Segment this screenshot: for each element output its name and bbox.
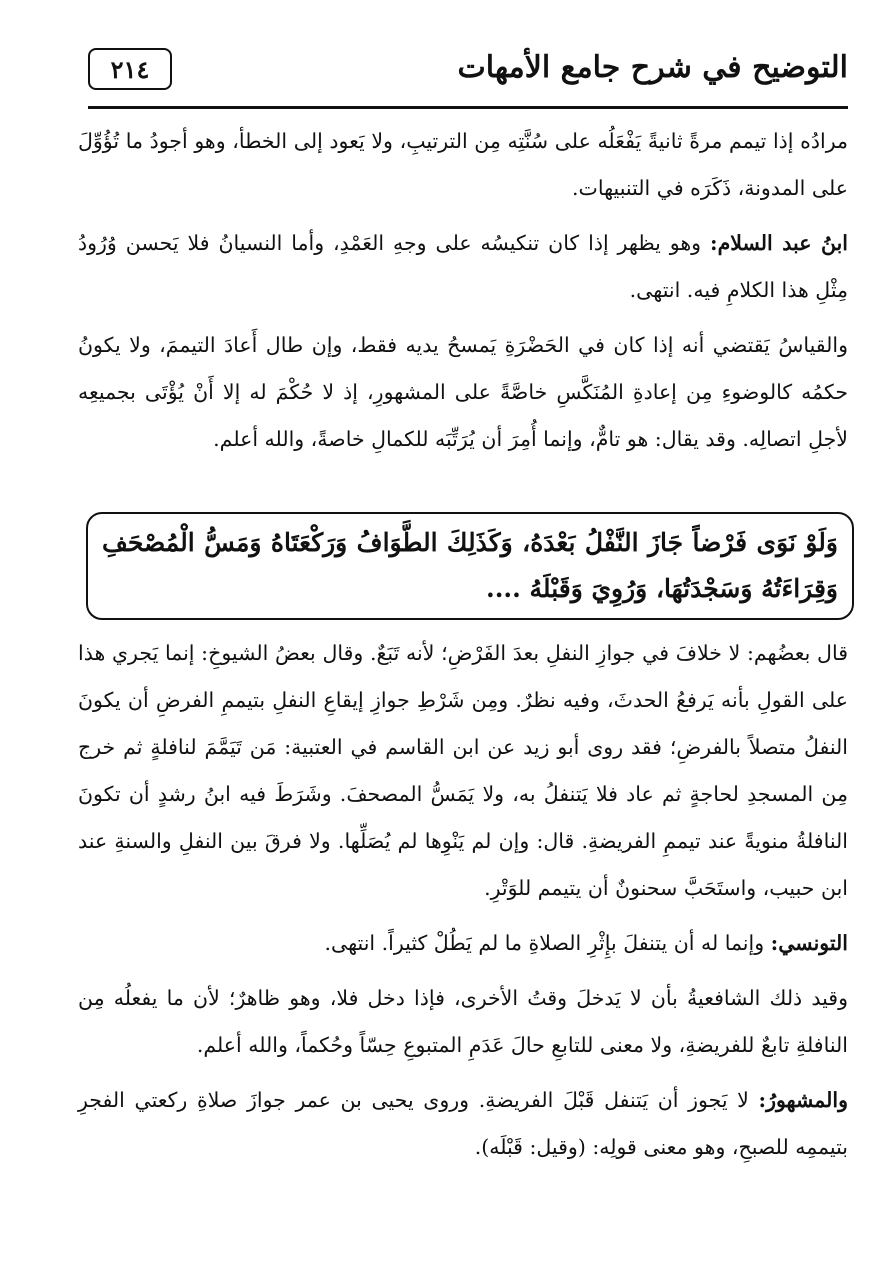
paragraph-text: مرادُه إذا تيمم مرةً ثانيةً يَفْعَلُه على سُنَّتِه مِن الترتيبِ، ولا يَعود إلى الخطأ، وهو أجودُ ما تُؤُوِّلَ على المدونة، ذَكَرَه في التنبيهات.	[78, 129, 848, 200]
quoted-scholar: التونسي:	[770, 931, 848, 955]
paragraph-4	[78, 630, 848, 912]
page-header	[88, 48, 848, 109]
paragraph-3	[78, 322, 848, 463]
paragraph-text: قال بعضُهم: لا خلافَ في جوازِ النفلِ بعدَ الفَرْضِ؛ لأنه تَبَعٌ. وقال بعضُ الشيوخِ: إنما يَجري هذا على القولِ بأنه يَرفعُ الحدثَ، وفيه نظرٌ. ومِن شَرْطِ جوازِ إيقاعِ النفلِ بتيممِ الفرضِ أن يكونَ النفلُ متصلاً بالفرضِ؛ فقد روى أبو زيد عن ابن القاسم في العتبية: مَن تَيَمَّمَ لنافلةٍ ثم خرج مِن المسجدِ لحاجةٍ ثم عاد فلا يَتنفلُ به، ولا يَمَسُّ المصحفَ. وشَرَطَ فيه ابنُ رشدٍ أن تكونَ النافلةُ منويةً عند تيممِ الفريضةِ. قال: وإن لم يَنْوِها لم يُصَلِّها. ولا فرقَ بين النفلِ والسنةِ عند ابن حبيب، واستَحَبَّ سحنونٌ أن يتيمم للوَتْرِ.	[78, 641, 848, 900]
paragraph-6	[78, 975, 848, 1069]
page-number: ٢١٤	[88, 48, 172, 90]
matn-box	[86, 512, 854, 620]
paragraph-text: لا يَجوز أن يَتنفل قَبْلَ الفريضةِ. وروى يحيى بن عمر جوازَ صلاةِ ركعتي الفجرِ بتيممِه للصبحِ، وهو معنى قولِه: (وقيل: قَبْلَه).	[78, 1088, 848, 1159]
paragraph-text: وهو يظهر إذا كان تنكيسُه على وجهِ العَمْدِ، وأما النسيانُ فلا يَحسن وُرُودُ مِثْلِ هذا الكلامِ فيه. انتهى.	[78, 231, 848, 302]
paragraph-text: وقيد ذلك الشافعيةُ بأن لا يَدخلَ وقتُ الأخرى، فإذا دخل فلا، وهو ظاهرٌ؛ لأن ما يفعلُه مِن النافلةِ تابعٌ للفريضةِ، ولا معنى للتابعِ حالَ عَدَمِ المتبوعِ حِسّاً وحُكماً، والله أعلم.	[78, 986, 848, 1057]
quoted-scholar: والمشهورُ:	[758, 1088, 848, 1112]
quoted-scholar: ابنُ عبد السلام:	[710, 231, 848, 255]
paragraph-1	[78, 118, 848, 212]
paragraph-2	[78, 220, 848, 314]
commentary-bottom	[78, 630, 848, 1179]
paragraph-5	[78, 920, 848, 967]
paragraph-text: وإنما له أن يتنفلَ بإِثْرِ الصلاةِ ما لم يَطُلْ كثيراً. انتهى.	[324, 931, 771, 955]
running-title: التوضيح في شرح جامع الأمهات	[457, 50, 848, 85]
matn-text: وَلَوْ نَوَى فَرْضاً جَازَ النَّفْلُ بَعْدَهُ، وَكَذَلِكَ الطَّوَافُ وَرَكْعَتَاهُ وَمَسُّ الْمُصْحَفِ وَقِرَاءَتُهُ وَسَجْدَتُهَا، وَرُوِيَ وَقَبْلَهُ ....	[102, 528, 838, 603]
commentary-top	[78, 118, 848, 471]
paragraph-7	[78, 1077, 848, 1171]
paragraph-text: والقياسُ يَقتضي أنه إذا كان في الحَضْرَةِ يَمسحُ يديه فقط، وإن طال أَعادَ التيممَ، ولا يكونُ حكمُه كالوضوءِ مِن إعادةِ المُنَكَّسِ خاصَّةً على المشهورِ، إذ لا حُكْمَ له إلا أَنْ يُؤْتَى بجميعِه لأجلِ اتصالِه. وقد يقال: هو تامٌّ، وإنما أُمِرَ أن يُرَتِّبَه للكمالِ خاصةً، والله أعلم.	[78, 333, 848, 451]
